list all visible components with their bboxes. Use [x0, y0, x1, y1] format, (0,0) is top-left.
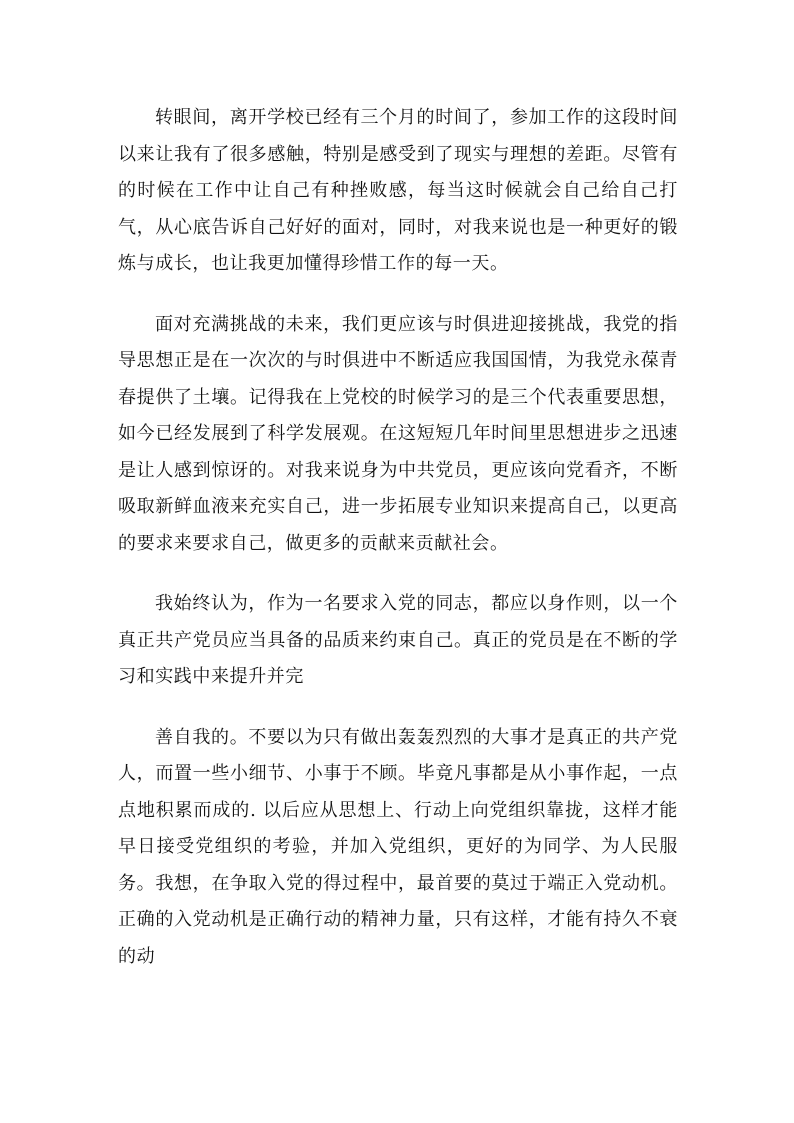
paragraph-2: 面对充满挑战的未来，我们更应该与时俱进迎接挑战，我党的指导思想正是在一次次的与时俱进中不断适应我国国情，为我党永葆青春提供了土壤。记得我在上党校的时候学习的是三个代表重要思想，如今已经发展到了科学发展观。在这短短几年时间里思想进步之迅速是让人感到惊讶的。对我来说身为中共党员，更应该向党看齐，不断吸取新鲜血液来充实自己，进一步拓展专业知识来提高自己，以更高的要求来要求自己，做更多的贡献来贡献社会。 [118, 313, 678, 554]
paragraph-3: 我始终认为，作为一名要求入党的同志，都应以身作则，以一个真正共产党员应当具备的品质来约束自己。真正的党员是在不断的学习和实践中来提升并完 [118, 593, 678, 687]
paragraph-4: 善自我的。不要以为只有做出轰轰烈烈的大事才是真正的共产党人，而置一些小细节、小事于不顾。毕竟凡事都是从小事作起，一点点地积累而成的. 以后应从思想上、行动上向党组织靠拢，这样才能早日接受党组织的考验，并加入党组织，更好的为同学、为人民服务。我想，在争取入党的得过程中，最首要的莫过于端正入党动机。正确的入党动机是正确行动的精神力量，只有这样，才能有持久不衰的动 [118, 726, 678, 967]
document-body [118, 100, 678, 999]
paragraph-1: 转眼间，离开学校已经有三个月的时间了，参加工作的这段时间以来让我有了很多感触，特别是感受到了现实与理想的差距。尽管有的时候在工作中让自己有种挫败感，每当这时候就会自己给自己打气，从心底告诉自己好好的面对，同时，对我来说也是一种更好的锻炼与成长，也让我更加懂得珍惜工作的每一天。 [118, 107, 678, 274]
